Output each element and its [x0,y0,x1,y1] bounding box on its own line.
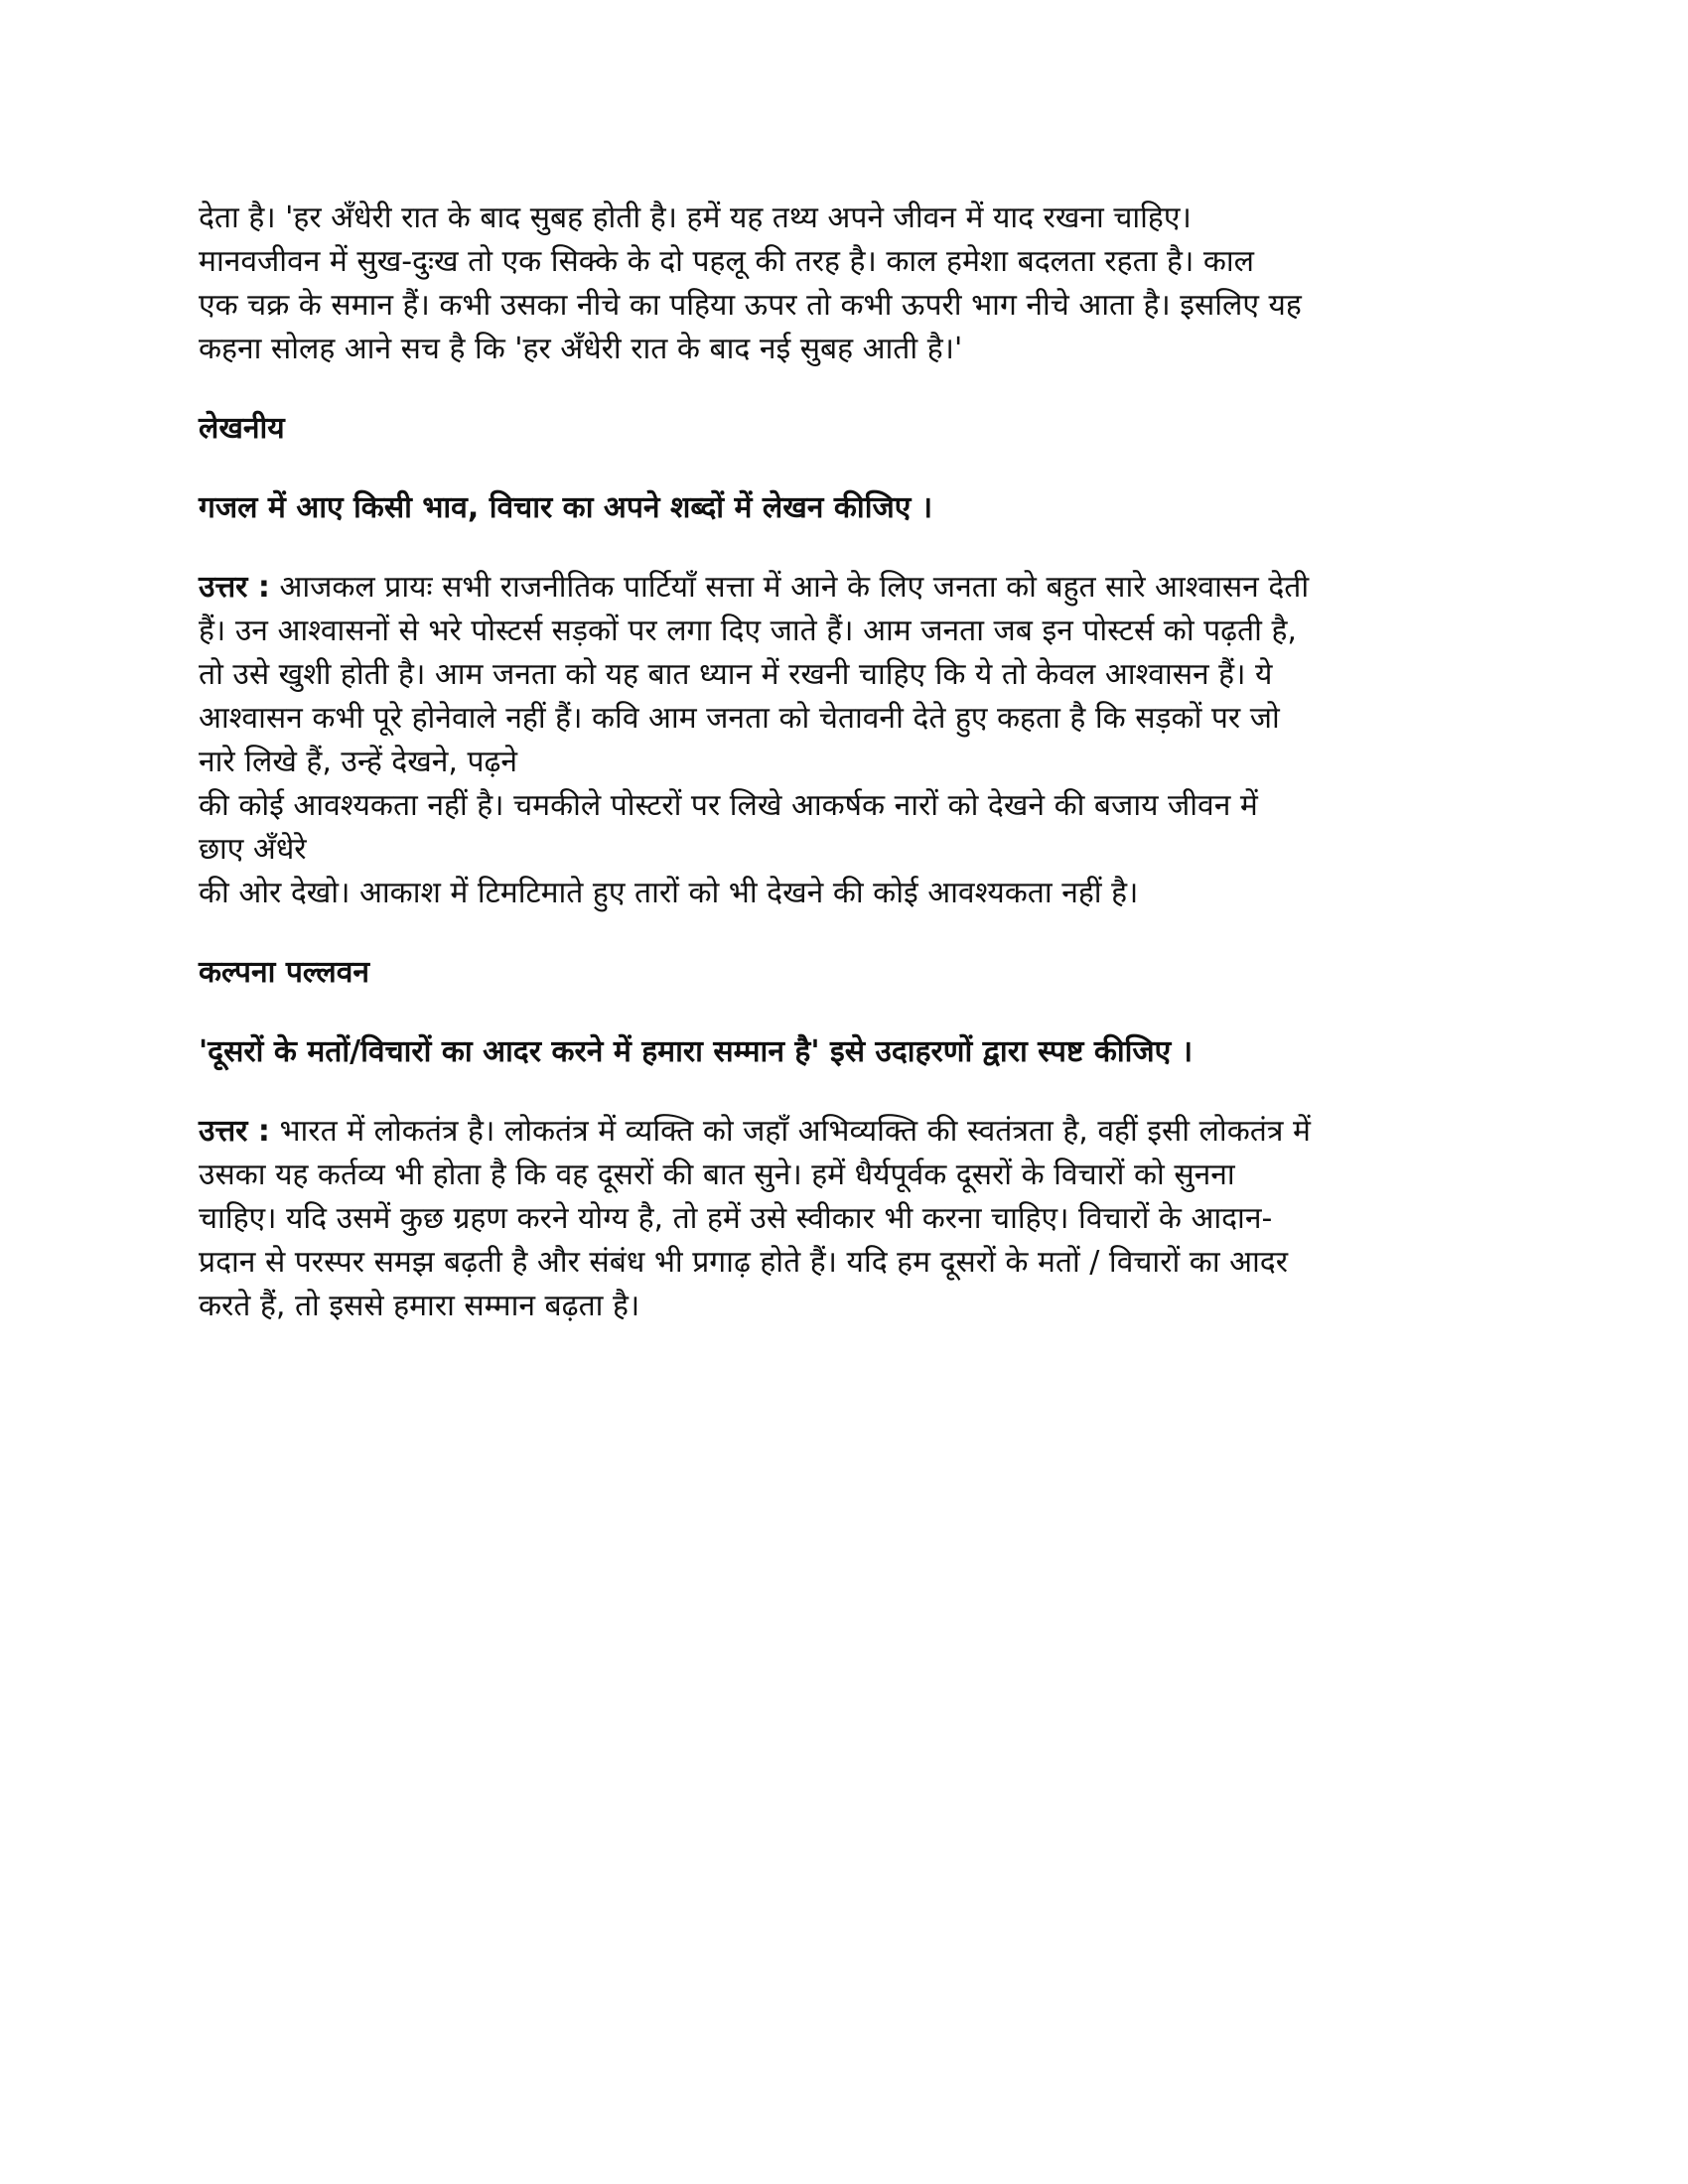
answer-2-paragraph [199,1110,1509,1328]
answer-2-line-3: चाहिए। यदि उसमें कुछ ग्रहण करने योग्य है, तो हमें उसे स्वीकार भी करना चाहिए। विचारों के आदान- [199,1201,1273,1236]
intro-line-2: मानवजीवन में सुख-दुःख तो एक सिक्के के दो पहलू की तरह है। काल हमेशा बदलता रहता है। काल [199,244,1255,279]
answer-1-line-4: आश्वासन कभी पूरे होनेवाले नहीं हैं। कवि आम जनता को चेतावनी देते हुए कहता है कि सड़कों पर जो [199,701,1280,736]
answer-1-line-1 [199,566,1509,610]
answer-1-line-7: छाए अँधेरे [199,832,307,867]
intro-line-4: कहना सोलह आने सच है कि 'हर अँधेरी रात के बाद नई सुबह आती है।' [199,332,963,366]
answer-2-line-4: प्रदान से परस्पर समझ बढ़ती है और संबंध भी प्रगाढ़ होते हैं। यदि हम दूसरों के मतों / विचारों का आदर [199,1245,1288,1280]
answer-2-first-text: भारत में लोकतंत्र है। लोकतंत्र में व्यक्ति को जहाँ अभिव्यक्ति की स्वतंत्रता है, वहीं इसी लोकतंत्र में [279,1114,1311,1149]
answer-1-first-text: आजकल प्रायः सभी राजनीतिक पार्टियाँ सत्ता में आने के लिए जनता को बहुत सारे आश्वासन देती [279,570,1310,605]
section-heading-lekhniya: लेखनीय [199,411,285,446]
question-2: 'दूसरों के मतों/विचारों का आदर करने में हमारा सम्मान है' इसे उदाहरणों द्वारा स्पष्ट कीजिए । [199,1034,1194,1069]
document-page [199,197,1509,1364]
answer-1-line-6: की कोई आवश्यकता नहीं है। चमकीले पोस्टरों पर लिखे आकर्षक नारों को देखने की बजाय जीवन में [199,788,1258,823]
answer-2-line-2: उसका यह कर्तव्य भी होता है कि वह दूसरों की बात सुने। हमें धैर्यपूर्वक दूसरों के विचारों को सुनना [199,1158,1235,1192]
answer-2-line-5: करते हैं, तो इससे हमारा सम्मान बढ़ता है। [199,1289,640,1323]
intro-line-1: देता है। 'हर अँधेरी रात के बाद सुबह होती है। हमें यह तथ्य अपने जीवन में याद रखना चाहिए। [199,201,1192,235]
answer-1-line-5: नारे लिखे हैं, उन्हें देखने, पढ़ने [199,745,518,779]
answer-label: उत्तर : [199,1114,270,1149]
section-heading-kalpana-pallavan: कल्पना पल्लवन [199,955,370,990]
intro-paragraph [199,197,1509,371]
answer-1-line-8: की ओर देखो। आकाश में टिमटिमाते हुए तारों को भी देखने की कोई आवश्यकता नहीं है। [199,876,1139,910]
intro-line-3: एक चक्र के समान हैं। कभी उसका नीचे का पहिया ऊपर तो कभी ऊपरी भाग नीचे आता है। इसलिए यह [199,288,1302,323]
question-1: गजल में आए किसी भाव, विचार का अपने शब्दों में लेखन कीजिए । [199,490,933,525]
answer-1-line-2: हैं। उन आश्वासनों से भरे पोस्टर्स सड़कों पर लगा दिए जाते हैं। आम जनता जब इन पोस्टर्स को पढ़ती है, [199,614,1297,648]
answer-2-line-1 [199,1110,1509,1154]
answer-1-paragraph [199,566,1509,915]
answer-label: उत्तर : [199,570,270,605]
answer-1-line-3: तो उसे खुशी होती है। आम जनता को यह बात ध्यान में रखनी चाहिए कि ये तो केवल आश्वासन हैं। ये [199,657,1273,692]
